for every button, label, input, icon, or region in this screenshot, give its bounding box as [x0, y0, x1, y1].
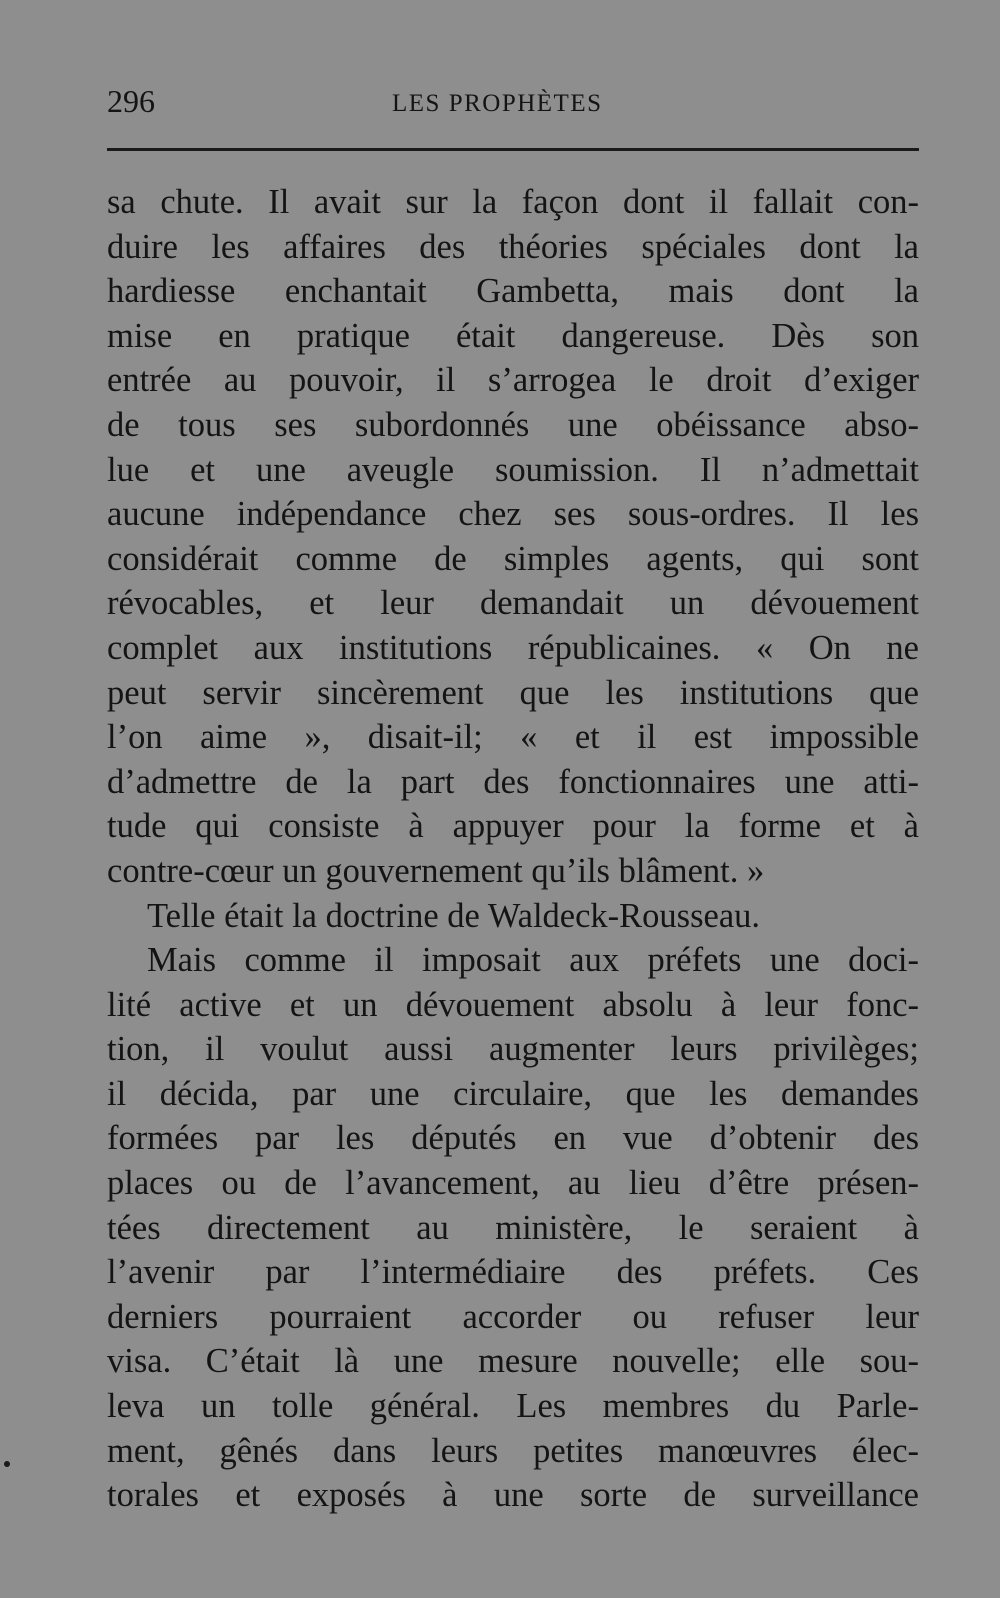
text-line: duire les affaires des théories spéciales dont la — [107, 227, 919, 266]
text-line: tées directement au ministère, le seraient à — [107, 1208, 919, 1247]
text-line: peut servir sincèrement que les institutions que — [107, 673, 919, 712]
text-line: aucune indépendance chez ses sous-ordres. Il les — [107, 495, 919, 534]
text-line: l’avenir par l’intermédiaire des préfets. Ces — [107, 1253, 919, 1292]
text-line: leva un tolle général. Les membres du Parle- — [107, 1387, 919, 1426]
text-line: de tous ses subordonnés une obéissance abso- — [107, 405, 919, 444]
text-line: révocables, et leur demandait un dévouement — [107, 584, 919, 623]
body-text — [107, 180, 919, 1518]
text-line: l’on aime », disait-il; « et il est impossible — [107, 718, 919, 757]
text-line: ment, gênés dans leurs petites manœuvres élec- — [107, 1431, 919, 1470]
page-header — [107, 80, 919, 122]
text-line: mise en pratique était dangereuse. Dès son — [107, 316, 919, 355]
text-line: d’admettre de la part des fonctionnaires une atti- — [107, 762, 919, 801]
text-line: complet aux institutions républicaines. « On ne — [107, 628, 919, 667]
text-line: torales et exposés à une sorte de surveillance — [107, 1476, 919, 1515]
text-line: formées par les députés en vue d’obtenir des — [107, 1119, 919, 1158]
text-line: visa. C’était là une mesure nouvelle; elle sou- — [107, 1342, 919, 1381]
text-line: tude qui consiste à appuyer pour la forme et à — [107, 807, 919, 846]
margin-speck — [4, 1461, 10, 1467]
text-line: derniers pourraient accorder ou refuser leur — [107, 1297, 919, 1336]
text-line: lité active et un dévouement absolu à leur fonc- — [107, 985, 919, 1024]
text-line: lue et une aveugle soumission. Il n’admettait — [107, 450, 919, 489]
text-line: il décida, par une circulaire, que les demandes — [107, 1074, 919, 1113]
text-line: places ou de l’avancement, au lieu d’être présen- — [107, 1164, 919, 1203]
header-rule — [107, 148, 919, 151]
text-line: hardiesse enchantait Gambetta, mais dont la — [107, 272, 919, 311]
text-line: entrée au pouvoir, il s’arrogea le droit d’exiger — [107, 361, 919, 400]
text-line: sa chute. Il avait sur la façon dont il fallait con- — [107, 183, 919, 221]
text-line: Mais comme il imposait aux préfets une doci- — [147, 941, 919, 980]
running-title: LES PROPHÈTES — [392, 90, 603, 117]
page-number: 296 — [107, 83, 155, 119]
text-line: contre-cœur un gouvernement qu’ils blâment. » — [107, 851, 765, 890]
text-line: tion, il voulut aussi augmenter leurs privilèges; — [107, 1030, 919, 1069]
text-line: Telle était la doctrine de Waldeck-Rousseau. — [147, 896, 761, 935]
text-line: considérait comme de simples agents, qui sont — [107, 539, 919, 578]
